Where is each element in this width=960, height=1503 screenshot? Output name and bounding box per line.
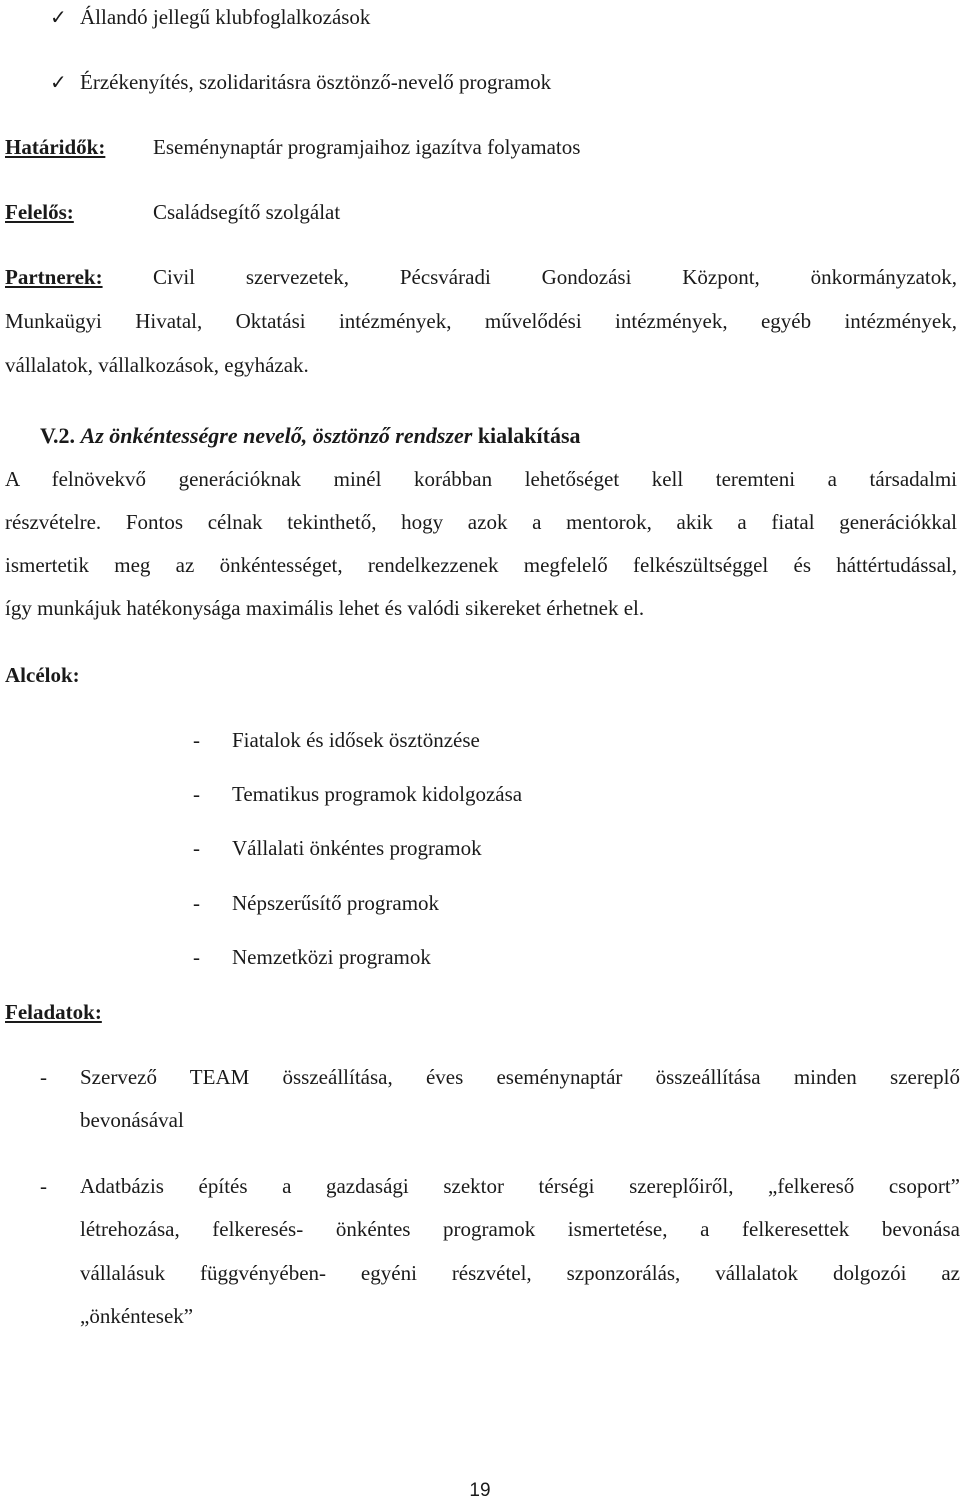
alcel-item: Fiatalok és idősek ösztönzése <box>232 728 480 752</box>
paragraph-line: ismertetik meg az önkéntességet, rendelkezzenek megfelelő felkészültséggel és háttértudással, <box>5 553 957 577</box>
felelos-value: Családsegítő szolgálat <box>153 200 341 224</box>
paragraph-line: így munkájuk hatékonysága maximális lehet és valódi sikereket érhetnek el. <box>5 596 645 620</box>
alcel-item: Nemzetközi programok <box>232 945 431 969</box>
list-dash: - <box>193 891 200 915</box>
checklist-item: Érzékenyítés, szolidaritásra ösztönző-nevelő programok <box>80 70 552 94</box>
felelos-label: Felelős: <box>5 200 74 224</box>
partnerek-line: vállalatok, vállalkozások, egyházak. <box>5 353 309 377</box>
feladatok-label: Feladatok: <box>5 1000 102 1024</box>
partnerek-line: Civil szervezetek, Pécsváradi Gondozási Központ, önkormányzatok, <box>153 265 957 289</box>
list-dash: - <box>193 782 200 806</box>
partnerek-line: Munkaügyi Hivatal, Oktatási intézmények, művelődési intézmények, egyéb intézmények, <box>5 309 957 333</box>
list-dash: - <box>193 836 200 860</box>
paragraph-line: részvételre. Fontos célnak tekinthető, hogy azok a mentorok, akik a fiatal generációkkal <box>5 510 957 534</box>
list-dash: - <box>40 1065 47 1089</box>
list-dash: - <box>40 1174 47 1198</box>
list-dash: - <box>193 945 200 969</box>
list-dash: - <box>193 728 200 752</box>
alcel-item: Tematikus programok kidolgozása <box>232 782 523 806</box>
section-title-italic: Az önkéntességre nevelő, ösztönző rendszer <box>80 423 473 448</box>
checklist-item: Állandó jellegű klubfoglalkozások <box>80 5 371 29</box>
task-line: bevonásával <box>80 1108 184 1132</box>
task-line: Szervező TEAM összeállítása, éves eseménynaptár összeállítása minden szereplő <box>80 1065 960 1089</box>
hataridok-value: Eseménynaptár programjaihoz igazítva folyamatos <box>153 135 581 159</box>
section-title-rest: kialakítása <box>477 423 581 448</box>
page-number: 19 <box>469 1480 491 1501</box>
paragraph-line: A felnövekvő generációknak minél korábban lehetőséget kell teremteni a társadalmi <box>5 467 957 491</box>
task-line: létrehozása, felkeresés- önkéntes programok ismertetése, a felkeresettek bevonása <box>80 1217 960 1241</box>
checkmark-icon: ✓ <box>50 5 67 29</box>
checkmark-icon: ✓ <box>50 70 67 94</box>
partnerek-label: Partnerek: <box>5 265 103 289</box>
task-line: vállalásuk függvényében- egyéni részvétel, szponzorálás, vállalatok dolgozói az <box>80 1261 960 1285</box>
alcel-item: Népszerűsítő programok <box>232 891 440 915</box>
task-line: „önkéntesek” <box>80 1304 194 1328</box>
alcel-item: Vállalati önkéntes programok <box>232 836 482 860</box>
hataridok-label: Határidők: <box>5 135 106 159</box>
alcelok-label: Alcélok: <box>5 663 80 687</box>
section-heading <box>40 424 581 448</box>
task-line: Adatbázis építés a gazdasági szektor térségi szereplőiről, „felkereső csoport” <box>80 1174 960 1198</box>
section-number: V.2. <box>40 423 76 448</box>
